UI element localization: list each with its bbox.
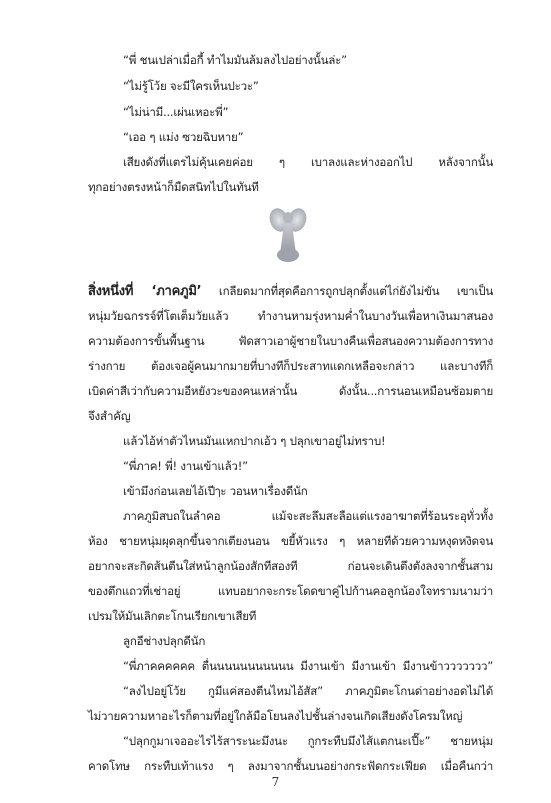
paragraph-line: ร่างกาย ต้องเจอผู้คนมากมายที่บางทีก็ประสาทแดกเหลือจะกล่าว และบางทีก็ [88,359,493,373]
narration-line: เข้ามึงก่อนเลยไอ้เปีๅะ วอนหาเรื่องดีนัก [123,484,308,498]
paragraph-line: ภาคภูมิสบถในลำคอ แม้จะสะลึมสะลือแต่แรงอาฆาตที่ร้อนระอุทั่วทั้ง [123,509,493,523]
page-number: 7 [271,775,280,789]
dialogue-line: “ไม่รู้โว้ย จะมีใครเห็นปะวะ” [123,79,259,93]
fairy-icon [268,204,308,266]
paragraph-line: เสียงดังที่แตรไม่คุ้นเคยค่อย ๆ เบาลงและห่างออกไป หลังจากนั้น [123,155,493,169]
paragraph-line: ความต้องการขั้นพื้นฐาน ฟัดสาวเอาผู้ชายในบางคืนเพื่อสนองความต้องการทาง [88,334,493,348]
paragraph-line: ทุกอย่างตรงหน้าก็มืดสนิทไปในทันที [88,180,259,194]
dialogue-line: “พี่ภาคคคคคค ตื่นนนนนนนนนนน มีงานเข้า มีงานเข้า มีงานข้าววววววว” [123,659,493,673]
paragraph-line: คาดโทษ กระทืบเท้าแรง ๆ ลงมาจากชั้นบนอย่างกระฟัดกระเฟียด เมื่อคืนกว่า [88,759,493,773]
dialogue-line: “ไม่น่ามี...เผ่นเหอะพี่” [123,105,229,119]
section-intro [88,284,493,299]
paragraph-line: เปรมให้มันเลิกตะโกนเรียกเขาเสียที [88,609,257,623]
section-heading: สิ่งหนึ่งที่ ‘ภาคภูมิ’ [88,284,202,299]
paragraph-line: เบิดค่าสีเว่ากับความอีหยังวะของคนเหล่านั้น ดังนั้น...การนอนเหมือนซ้อมตาย [88,384,493,398]
dialogue-line: “เออ ๆ แม่ง ซวยฉิบหาย” [123,130,244,144]
dialogue-line: “พี่ ชนเปล่าเมื่อกี้ ทำไมมันล้มลงไปอย่างนั้นล่ะ” [123,53,347,67]
paragraph-line: ห้อง ชายหนุ่มผุดลุกขึ้นจากเตียงนอน ขยี้หัวแรง ๆ หลายทีด้วยความหงุดหงิดจน [88,534,493,548]
section-intro-text: เกลียดมากที่สุดคือการถูกปลุกตั้งแต่ไก่ยังไม่ขัน เขาเป็น [218,284,494,298]
narration-line: ลูกอีช่างปลุกดีนัก [123,634,206,648]
paragraph-line: ของตึกแถวที่เช่าอยู่ แทบอยากจะกระโดดขาคู่ไปก้านคอลูกน้องใจทรามนามว่า [88,584,493,598]
paragraph-line: ไม่วายความหาอะไรก็ตามที่อยู่ใกล้มือโยนลงไปชั้นล่างจนเกิดเสียงดังโครมใหญ่ [88,709,463,723]
paragraph-line: “ปลุกกูมาเจออะไรไร้สาระนะมึงนะ กูกระทืบมึงไส้แตกนะเปี๊ะ” ชายหนุ่ม [123,734,493,748]
paragraph-line: จึงสำคัญ [88,409,131,423]
paragraph-line: “ลงไปอยู่โว้ย กูมีแค่สองตีนไหมไอ้สัส” ภาคภูมิตะโกนด่าอย่างอดไม่ได้ [123,684,493,698]
paragraph-line: อยากจะสะกิดส้นตีนใส่หน้าลูกน้องสักทีสองที ก่อนจะเดินตึงตังลงจากชั้นสาม [88,559,493,573]
dialogue-line: “พี่ภาค! พี่! งานเข้าแล้ว!” [123,459,248,473]
paragraph-line: หนุ่มวัยฉกรรจ์ที่โตเต็มวัยแล้ว ทำงานหามรุ่งหามค่ำในบางวันเพื่อหาเงินมาสนอง [88,309,493,323]
narration-line: แล้วไอ้ห่าตัวไหนมันแหกปากเอ้ว ๆ ปลุกเขาอยู่ไม่ทราบ! [123,434,386,448]
